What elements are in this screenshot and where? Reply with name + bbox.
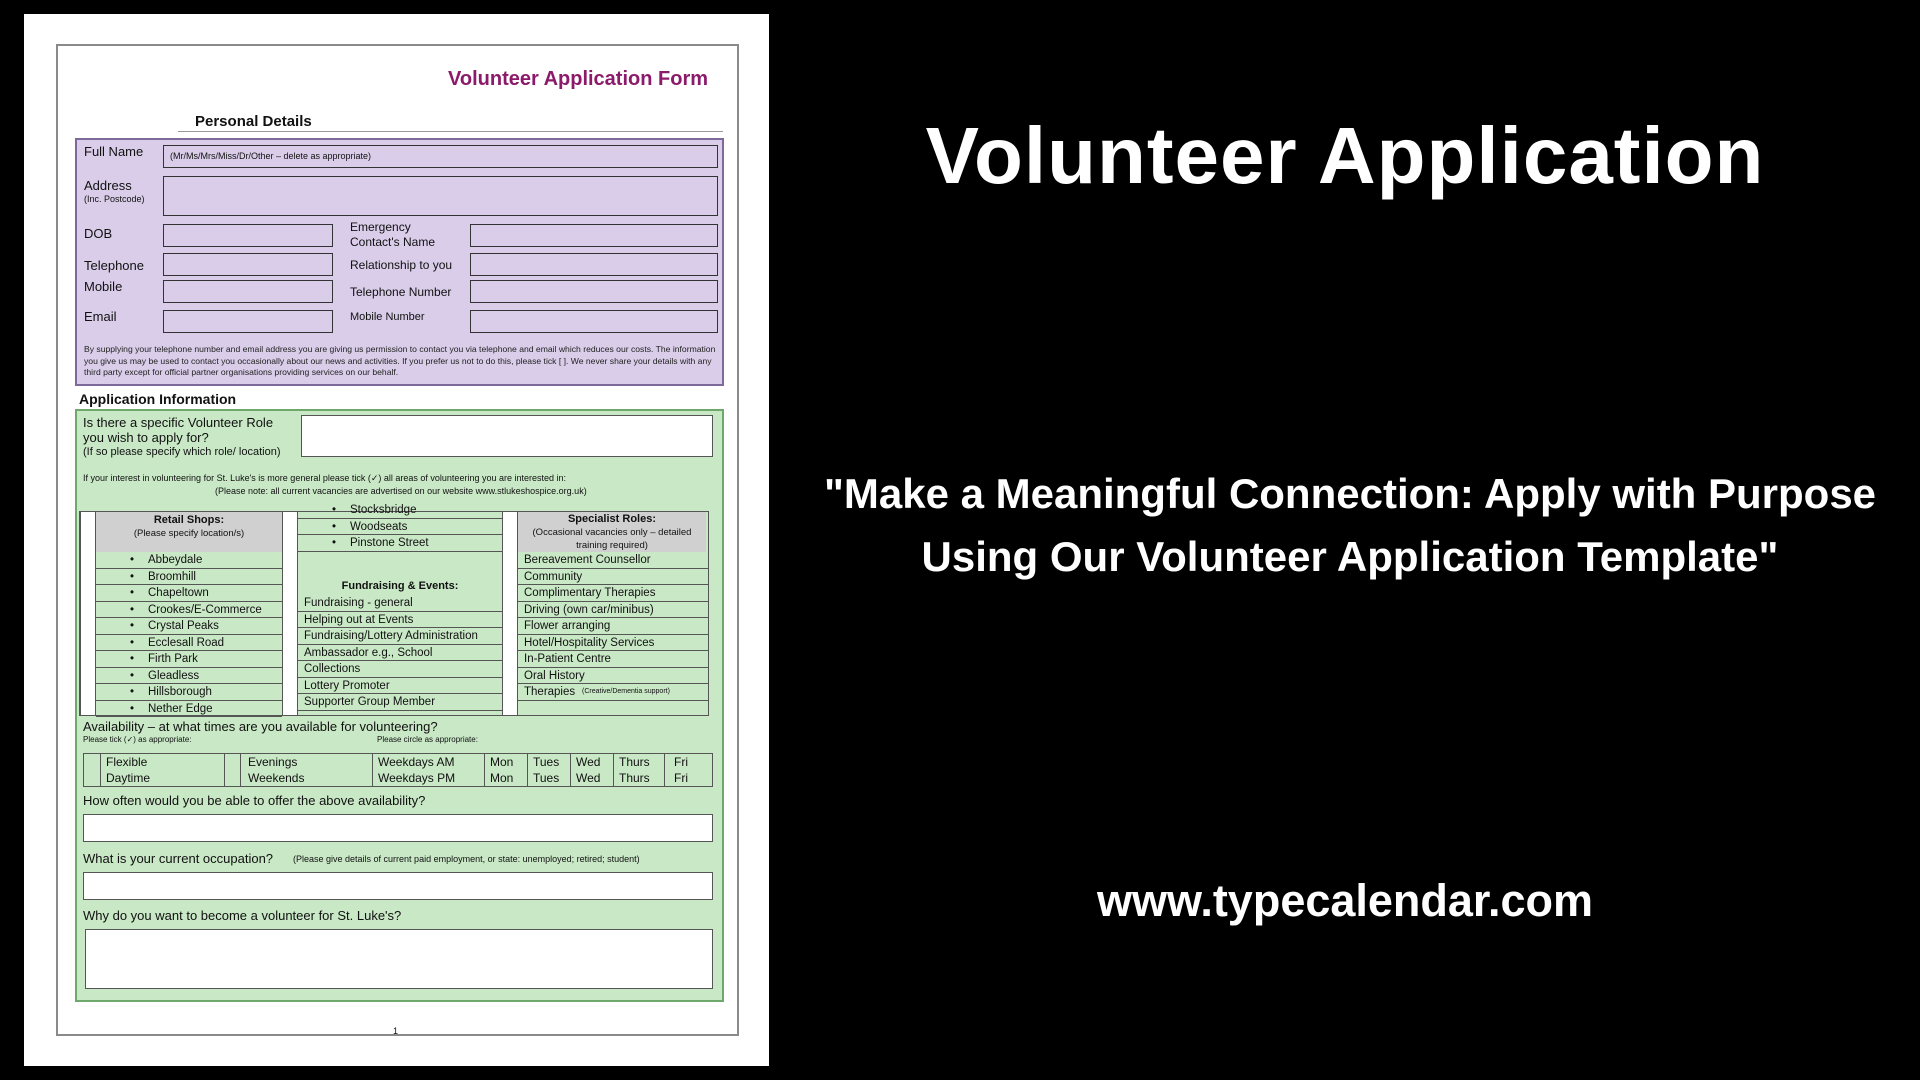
fundraising-item-label: Fundraising - general [304, 597, 413, 609]
specialist-item-label: Community [524, 570, 583, 583]
availability-day[interactable]: Mon [490, 771, 514, 785]
availability-option[interactable]: Daytime [106, 771, 151, 785]
availability-row [84, 770, 712, 787]
emergency-phone-field[interactable] [470, 280, 718, 303]
availability-tick-note: Please tick (✓) as appropriate: [83, 735, 192, 744]
availability-day[interactable]: Fri [674, 771, 688, 785]
application-info-section [75, 409, 724, 1002]
retail-item [96, 585, 282, 602]
banner-tagline: "Make a Meaningful Connection: Apply with Purpose Using Our Volunteer Application Template" [823, 470, 1877, 580]
emergency-label-2: Contact's Name [350, 235, 435, 249]
role-question-line-2: you wish to apply for? [83, 430, 209, 445]
occupation-question: What is your current occupation? [83, 851, 274, 866]
specialist-subheading: (Occasional vacancies only – detailed training required) [532, 527, 692, 551]
fundraising-column [298, 504, 502, 715]
availability-day[interactable]: Mon [490, 755, 514, 769]
why-question: Why do you want to become a volunteer for St. Luke's? [83, 908, 402, 923]
retail-item-label: • Broomhill [148, 569, 196, 585]
retail-more-item [298, 519, 502, 536]
retail-more-item-label: • Stocksbridge [350, 502, 416, 518]
retail-item [96, 684, 282, 701]
specialist-item [518, 602, 708, 619]
retail-column [96, 512, 282, 715]
retail-item-label: • Crystal Peaks [148, 618, 219, 634]
availability-day[interactable]: Thurs [619, 755, 650, 769]
dob-field[interactable] [163, 224, 333, 247]
fundraising-item-label: Fundraising/Lottery Administration [304, 630, 478, 642]
fundraising-item [298, 678, 502, 695]
specialist-item-label: Complimentary Therapies [524, 587, 656, 599]
retail-item [96, 569, 282, 586]
emergency-label: Emergency [350, 220, 411, 234]
full-name-label: Full Name [84, 144, 144, 159]
emergency-phone-label: Telephone Number [350, 285, 452, 299]
availability-circle-note: Please circle as appropriate: [377, 735, 478, 744]
specialist-item [518, 569, 708, 586]
specialist-column [518, 512, 708, 715]
retail-heading [96, 512, 282, 552]
specialist-item [518, 651, 708, 668]
form-border [56, 44, 739, 1036]
fundraising-item-label: Lottery Promoter [304, 679, 390, 692]
dob-label: DOB [84, 226, 113, 241]
fundraising-item-label: Collections [304, 663, 361, 675]
specialist-item-label: Driving (own car/minibus) [524, 603, 654, 616]
availability-day[interactable]: Tues [533, 755, 560, 769]
relationship-label: Relationship to you [350, 258, 453, 272]
email-field[interactable] [163, 310, 333, 333]
availability-question: Availability – at what times are you available for volunteering? [83, 719, 438, 734]
retail-item [96, 701, 282, 718]
role-question-line-1: Is there a specific Volunteer Role [83, 415, 274, 430]
specific-role-field[interactable] [301, 415, 713, 457]
personal-details-section [75, 138, 724, 386]
specialist-item [518, 618, 708, 635]
fundraising-item [298, 628, 502, 645]
specialist-item-label: Therapies [524, 686, 576, 698]
availability-table [83, 753, 713, 787]
mobile-label: Mobile [84, 279, 123, 294]
specialist-item [518, 635, 708, 652]
specialist-item [518, 684, 708, 701]
specialist-item-label: Hotel/Hospitality Services [524, 636, 655, 649]
address-field[interactable] [163, 176, 718, 216]
retail-item-label: • Firth Park [148, 651, 198, 667]
retail-item [96, 552, 282, 569]
retail-item-label: • Abbeydale [148, 552, 202, 568]
therapies-note: (Creative/Dementia support) [582, 688, 670, 695]
fundraising-item [298, 595, 502, 612]
address-label: Address [84, 178, 132, 193]
availability-day[interactable]: Wed [576, 771, 601, 785]
retail-item-label: • Chapeltown [148, 585, 209, 601]
personal-details-heading: Personal Details [183, 113, 324, 130]
availability-day[interactable]: Tues [533, 771, 560, 785]
how-often-field[interactable] [83, 814, 713, 842]
availability-option[interactable]: Weekends [248, 771, 305, 785]
retail-more-item [298, 535, 502, 552]
specialist-tick-column[interactable] [502, 512, 518, 715]
fundraising-item [298, 612, 502, 629]
availability-day[interactable]: Thurs [619, 771, 650, 785]
retail-item [96, 618, 282, 635]
retail-tick-column[interactable] [80, 512, 96, 715]
full-name-field[interactable] [163, 145, 718, 168]
form-preview-page [24, 14, 769, 1066]
retail-more-item-label: • Woodseats [350, 519, 407, 535]
specialist-item-label: Oral History [524, 669, 585, 682]
occupation-hint: (Please give details of current paid employment, or state: unemployed; retired; student) [293, 854, 640, 864]
retail-item [96, 668, 282, 685]
role-question-line-3: (If so please specify which role/ location) [83, 446, 281, 458]
availability-day[interactable]: Fri [674, 755, 688, 769]
specialist-item-label: In-Patient Centre [524, 653, 611, 665]
retail-subheading: (Please specify location/s) [133, 528, 245, 539]
specialist-item-label: Flower arranging [524, 620, 611, 632]
telephone-field[interactable] [163, 253, 333, 276]
specialist-item [518, 552, 708, 569]
availability-row [84, 754, 712, 771]
middle-tick-column[interactable] [282, 512, 298, 715]
fundraising-item [298, 661, 502, 678]
telephone-label: Telephone [84, 258, 144, 273]
address-hint: (Inc. Postcode) [84, 194, 145, 204]
vacancy-note: (Please note: all current vacancies are advertised on our website www.stlukeshospice.org.uk) [215, 486, 587, 496]
email-label: Email [84, 309, 117, 324]
retail-item [96, 651, 282, 668]
relationship-field[interactable] [470, 253, 718, 276]
privacy-notice: By supplying your telephone number and email address you are giving us permission to contact you via telephone and email which reduces our costs. The information you give us may be used to contact you occasionally about our news and activities. If you prefer us not to do this, please tick [ ]. We never share your details with any third party except for official partner organisations providing services on our behalf. [84, 344, 716, 377]
emergency-mobile-field[interactable] [470, 310, 718, 333]
availability-option[interactable]: Weekdays PM [378, 771, 456, 785]
retail-item [96, 635, 282, 652]
specialist-heading [518, 512, 706, 552]
availability-option[interactable]: Weekdays AM [378, 755, 455, 769]
fundraising-heading: Fundraising & Events: [341, 580, 459, 592]
retail-heading-text: Retail Shops: [153, 514, 225, 526]
retail-item-label: • Ecclesall Road [148, 635, 224, 651]
why-field[interactable] [85, 929, 713, 989]
full-name-hint: (Mr/Ms/Mrs/Miss/Dr/Other – delete as appropriate) [170, 151, 372, 161]
retail-item-label: • Nether Edge [148, 701, 213, 717]
specialist-item-label: Bereavement Counsellor [524, 554, 651, 566]
fundraising-item [298, 645, 502, 662]
retail-item-label: • Hillsborough [148, 684, 212, 700]
fundraising-item-label: Helping out at Events [304, 613, 414, 626]
banner-headline: Volunteer Application [925, 111, 1765, 200]
page-number: 1 [393, 1026, 399, 1036]
availability-day[interactable]: Wed [576, 755, 601, 769]
emergency-contact-field[interactable] [470, 224, 718, 247]
availability-option[interactable]: Flexible [106, 755, 148, 769]
form-title: Volunteer Application Form [448, 68, 709, 90]
fundraising-item-label: Ambassador e.g., School [304, 646, 433, 659]
emergency-mobile-label: Mobile Number [350, 311, 425, 323]
application-info-heading: Application Information [79, 391, 237, 407]
retail-item-label: • Crookes/E-Commerce [148, 602, 262, 618]
retail-item [96, 602, 282, 619]
retail-more-item-label: • Pinstone Street [350, 535, 429, 551]
specialist-item [518, 668, 708, 685]
availability-option[interactable]: Evenings [248, 755, 298, 769]
retail-item-label: • Gleadless [148, 668, 199, 684]
volunteer-areas-table [79, 504, 709, 716]
interest-note: If your interest in volunteering for St. Luke's is more general please tick (✓) all areas of volunteering you are interested in: [83, 473, 567, 483]
specialist-heading-text: Specialist Roles: [567, 513, 657, 525]
website-link[interactable]: www.typecalendar.com [1096, 875, 1593, 926]
specialist-item [518, 585, 708, 602]
fundraising-item [298, 694, 502, 711]
retail-more-item [298, 502, 502, 519]
mobile-field[interactable] [163, 280, 333, 303]
how-often-question: How often would you be able to offer the above availability? [83, 793, 426, 808]
fundraising-item-label: Supporter Group Member [304, 696, 436, 708]
section-divider [178, 131, 723, 132]
occupation-field[interactable] [83, 872, 713, 900]
